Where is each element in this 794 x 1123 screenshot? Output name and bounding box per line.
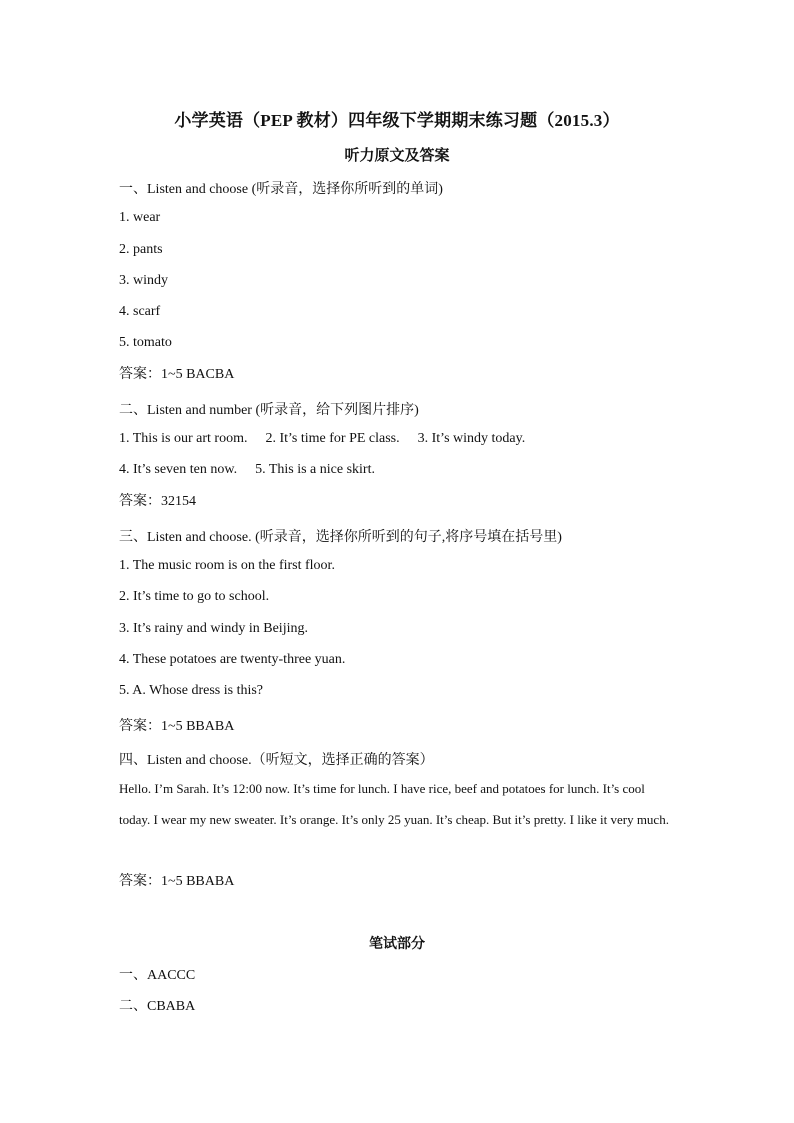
- section2-row-2: [119, 460, 375, 480]
- section2-heading: 二、Listen and number (听录音，给下列图片排序): [119, 403, 419, 418]
- section2-answer: 答案：32154: [119, 494, 196, 509]
- list-item: 3. windy: [119, 273, 168, 288]
- list-item: 2. It’s time to go to school.: [119, 589, 270, 604]
- document-title: 小学英语（PEP 教材）四年级下学期期末练习题（2015.3）: [174, 111, 620, 130]
- section4-answer: 答案：1~5 BBABA: [119, 874, 235, 889]
- section3-heading: 三、Listen and choose. (听录音，选择你所听到的句子,将序号填在括号里): [119, 530, 562, 545]
- section1-heading: 一、Listen and choose (听录音，选择你所听到的单词): [119, 182, 443, 197]
- list-item: 4. It’s seven ten now.: [119, 462, 238, 477]
- list-item: 4. scarf: [119, 304, 161, 319]
- list-item: 3. It’s rainy and windy in Beijing.: [119, 621, 308, 636]
- list-item: 1. This is our art room.: [119, 431, 248, 446]
- written-answer-2: 二、CBABA: [119, 999, 196, 1014]
- list-item: 5. tomato: [119, 335, 172, 350]
- section4-heading: 四、Listen and choose.（听短文，选择正确的答案）: [119, 753, 434, 768]
- written-answer-1: 一、AACCC: [119, 968, 196, 983]
- list-item: 1. wear: [119, 210, 161, 225]
- document-subtitle: 听力原文及答案: [344, 148, 450, 164]
- section2-row-1: [119, 429, 525, 449]
- section3-answer: 答案：1~5 BBABA: [119, 719, 235, 734]
- section1-answer: 答案：1~5 BACBA: [119, 367, 235, 382]
- list-item: 5. A. Whose dress is this?: [119, 683, 264, 698]
- list-item: 5. This is a nice skirt.: [255, 462, 375, 477]
- written-heading: 笔试部分: [369, 937, 425, 952]
- section4-passage: Hello. I’m Sarah. It’s 12:00 now. It’s time for lunch. I have rice, beef and potatoes for lunch. It’s cool today. I wear my new sweater. It’s orange. It’s only 25 yuan. It’s cheap. But it’s pretty. I like it very much.: [119, 781, 669, 827]
- list-item: 4. These potatoes are twenty-three yuan.: [119, 652, 346, 667]
- list-item: 2. It’s time for PE class.: [265, 431, 400, 446]
- list-item: 2. pants: [119, 242, 163, 257]
- list-item: 1. The music room is on the first floor.: [119, 558, 335, 573]
- list-item: 3. It’s windy today.: [417, 431, 526, 446]
